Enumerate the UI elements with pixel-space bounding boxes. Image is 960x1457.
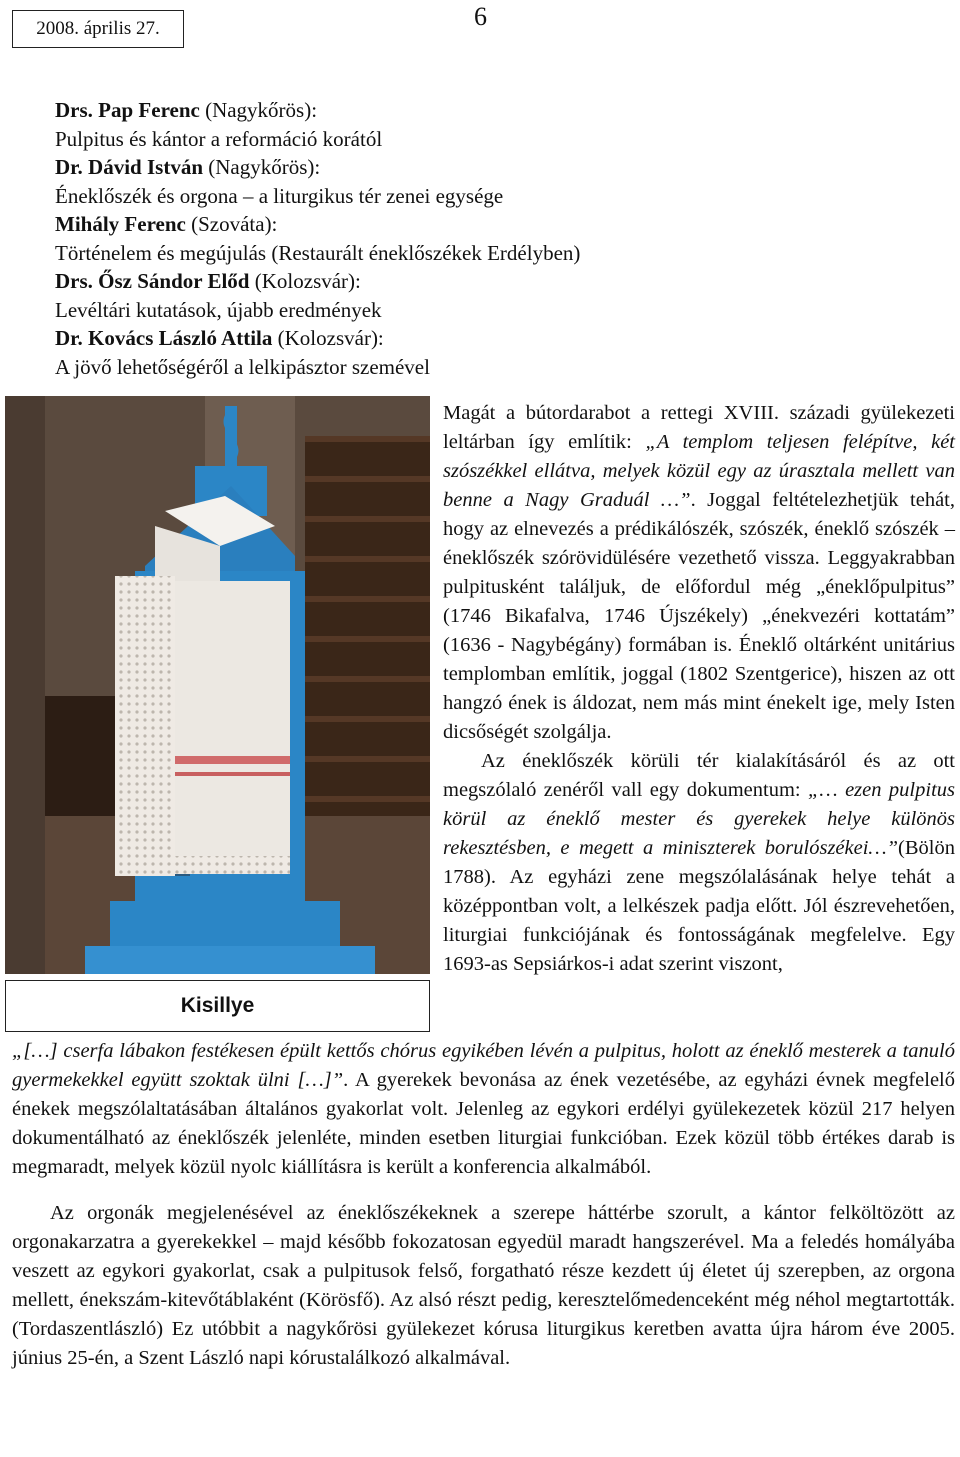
program-item [55, 153, 935, 182]
paragraph [443, 399, 955, 747]
text-run: . Joggal feltételezhetjük tehát, hogy az elnevezés a prédikálószék, szószék, éneklő szószék – éneklőszék szórövidülésére vezethető vissza. Leggyakrabban pulpitusként találjuk, de előfordul még „éneklőpulpitus” (1746 Bikafalva, 1746 Újszékely) „énekvezéri kottatám” (1636 - Nagybégány) formában is. Éneklő oltárként unitárius templomban említik, joggal (1802 Szentgerice), hiszen az ott hangzó ének is áldozat, nem más mint énekelt ige, mely Isten dicsőségét szolgálja. [443, 489, 955, 743]
speaker-place: (Szováta): [185, 212, 278, 236]
speaker-place: (Nagykőrös): [203, 155, 321, 179]
quote: „A templom teljesen felépítve, két szószékkel ellátva, melyek közül egy az úrasztala mellett van benne a Nagy Graduál …” [443, 431, 955, 511]
program-list [55, 96, 935, 381]
paragraph: Az orgonák megjelenésével az éneklőszékeknek a szerepe háttérbe szorult, a kántor felköltözött az orgonakarzatra a gyerekekkel – majd később fokozatosan egyedül maradt hangszerével. Ma a feledés homályába veszett az egykori gyakorlat, csak a pulpitusok felső, forgatható része kezdett új életet új szerepben, az orgona mellett, énekszám-kitevőtáblaként (Körösfő). Az alsó részt pedig, keresztelőmedenceként még néhol megtartották. (Tordaszentlászló) Ez utóbbit a nagykőrösi gyülekezet kórusa liturgikus keretben avatta újra három éve 2005. június 25-én, a Szent László napi kórustalálkozó alkalmával. [12, 1202, 955, 1369]
figure-caption: Kisillye [5, 980, 430, 1032]
speaker-name: Dr. Kovács László Attila [55, 326, 273, 350]
article-full-width [12, 1037, 955, 1373]
page-number: 6 [474, 2, 487, 31]
speaker-name: Mihály Ferenc [55, 212, 186, 236]
talk-title: Levéltári kutatások, újabb eredmények [55, 297, 382, 322]
article-column [443, 399, 955, 979]
paragraph [443, 747, 955, 979]
speaker-place: (Kolozsvár): [249, 269, 361, 293]
program-item [55, 96, 935, 125]
program-item [55, 324, 935, 353]
speaker-place: (Kolozsvár): [272, 326, 384, 350]
talk-title: Éneklőszék és orgona – a liturgikus tér zenei egysége [55, 183, 504, 208]
text-run: (Bölön 1788). Az egyházi zene megszólalásának helye tehát a középpontban volt, a lelkészek padja előtt. Jól észrevehetően, liturgiai funkciójának és fontosságának megfelelve. Egy 1693-as Sepsiárkos-i adat szerint viszont, [443, 837, 955, 975]
text-run: Magát a bútordarabot a rettegi XVIII. századi gyülekezeti leltárban így említik: [443, 402, 955, 453]
pulpit-illustration [5, 396, 430, 974]
paragraph [12, 1037, 955, 1182]
program-item [55, 267, 935, 296]
talk-title: Pulpitus és kántor a reformáció korától [55, 126, 383, 151]
speaker-name: Dr. Dávid István [55, 155, 204, 179]
speaker-place: (Nagykőrös): [199, 98, 318, 122]
quote: „[…] cserfa lábakon festékesen épült kettős chórus egyikében lévén a pulpitus, holott az éneklő mesterek a tanuló gyermekekkel együtt szoktak ülni […]” [12, 1040, 955, 1091]
text-run: . A gyerekek bevonása az ének vezetésébe, az egyházi évnek megfelelő énekek megszólaltatásában általános gyakorlat volt. Jelenleg az egykori erdélyi gyülekezetek közül 217 helyen dokumentálható az éneklőszék jelenléte, minden esetben liturgiai funkcióban. Ezek közül több értékes darab is megmaradt, melyek közül nyolc kiállításra is került a konferencia alkalmából. [12, 1069, 955, 1178]
talk-title: A jövő lehetőségéről a lelkipásztor szemével [55, 354, 430, 379]
text-run: Az éneklőszék körüli tér kialakításáról és az ott megszólaló zenéről vall egy dokumentum: [443, 750, 955, 801]
speaker-name: Drs. Ősz Sándor Előd [55, 269, 250, 293]
quote: „… ezen pulpitus körül az éneklő mester és gyerekek helye különös rekesztésben, e megett a miniszterek borulószékei…” [443, 779, 955, 859]
program-item [55, 210, 935, 239]
date-box: 2008. április 27. [12, 10, 184, 48]
pulpit-photo [5, 396, 430, 974]
speaker-name: Drs. Pap Ferenc [55, 98, 200, 122]
talk-title: Történelem és megújulás (Restaurált éneklőszékek Erdélyben) [55, 240, 581, 265]
